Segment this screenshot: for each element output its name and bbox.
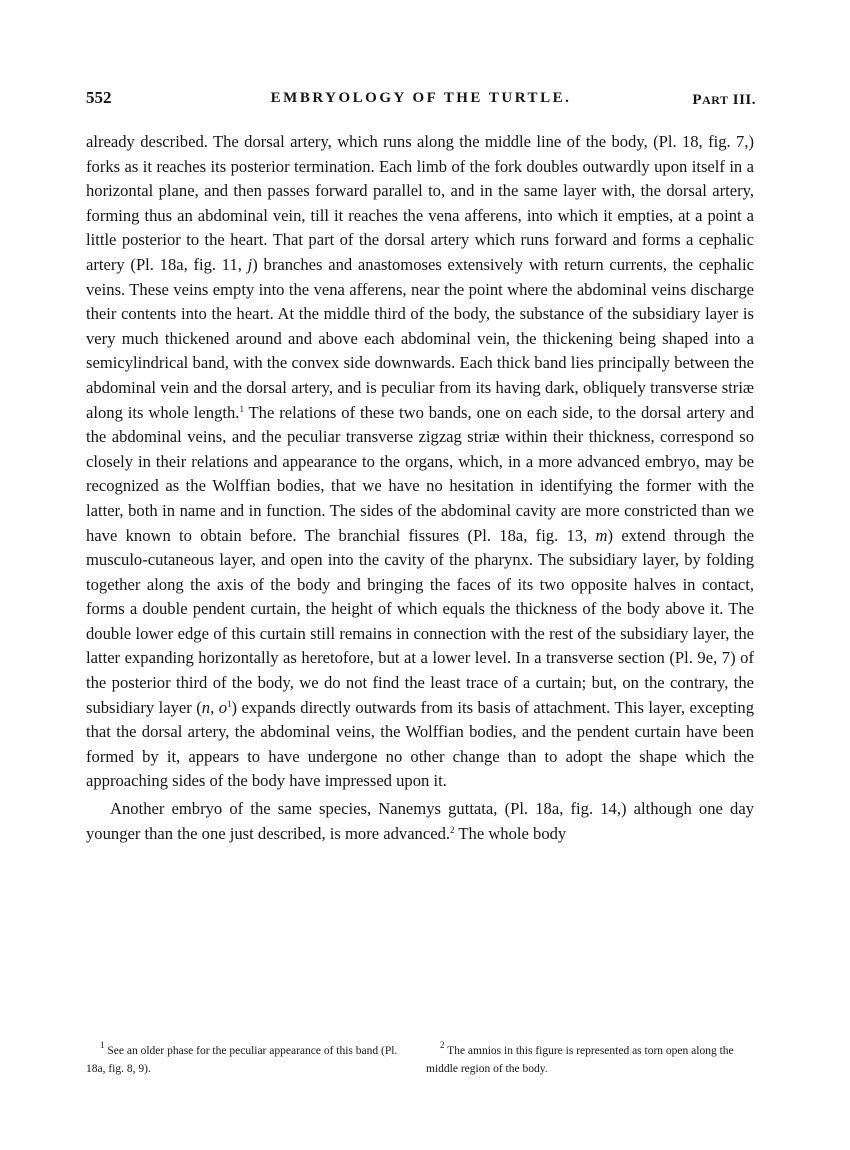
italic-text: n	[201, 697, 211, 717]
part-label-initial: P	[692, 92, 703, 108]
italic-text: o	[218, 697, 227, 717]
paragraph-text: Another embryo of the same species, Nanemys guttata, (Pl. 18a, fig. 14,) although one day younger than the one just described, is more advanced.	[86, 799, 754, 843]
footnote-text: See an older phase for the peculiar appearance of this band (Pl. 18a, fig. 8, 9).	[86, 1045, 398, 1075]
footnote-mark: 2	[440, 1040, 445, 1050]
footnote-text: The amnios in this figure is represented as torn open along the middle region of the body.	[426, 1045, 734, 1075]
paragraph-text: ) branches and anastomoses extensively with return currents, the cephalic veins. These veins empty into the vena afferens, near the point where the abdominal veins discharge their contents into the heart. At the middle third of the body, the substance of the subsidiary layer is very much thickened around and above each abdominal vein, the thickening being shaped into a semicylindrical band, with the convex side downwards. Each thick band lies principally between the abdominal vein and the dorsal artery, and is peculiar from its having dark, obliquely transverse striæ along its whole length.	[86, 254, 754, 422]
paragraph-text: already described. The dorsal artery, which runs along the middle line of the body, (Pl. 18, fig. 7,) forks as it reaches its posterior termination. Each limb of the fork doubles outwardly upon itself in a horizontal plane, and then passes forward parallel to, and in the same layer with, the dorsal artery, forming thus an abdominal vein, till it reaches the vena afferens, into which it empties, at a point a little posterior to the heart. That part of the dorsal artery which runs forward and forms a cephalic artery (Pl. 18a, fig. 11,	[86, 132, 754, 274]
part-label	[692, 92, 756, 109]
italic-text: j	[247, 254, 253, 274]
page-header	[86, 88, 756, 114]
paragraph	[86, 130, 754, 794]
paragraph-text: ,	[210, 697, 219, 717]
footnote-reference: 1	[239, 403, 244, 414]
body-text	[86, 130, 754, 846]
page-number: 552	[86, 88, 112, 107]
running-title: EMBRYOLOGY OF THE TURTLE.	[270, 90, 572, 106]
italic-text: m	[595, 525, 608, 545]
paragraph	[86, 797, 754, 846]
footnote-2	[426, 1042, 756, 1078]
footnote-mark: 1	[100, 1040, 105, 1050]
paragraph-text: ) extend through the musculo-cutaneous layer, and open into the cavity of the pharynx. The subsidiary layer, by folding together along the axis of the body and bringing the faces of its two opposite halves in contact, forms a double pendent curtain, the height of which equals the thickness of the body above it. The double lower edge of this curtain still remains in connection with the rest of the subsidiary layer, the latter expanding horizontally as heretofore, but at a lower level. In a transverse section (Pl. 9e, 7) of the posterior third of the body, we do not find the least trace of a curtain; but, on the contrary, the subsidiary layer (	[86, 525, 754, 717]
footnote-reference: 1	[226, 698, 232, 709]
paragraph-text: The whole body	[454, 823, 567, 843]
part-label-rest: ART	[702, 93, 729, 107]
footnote-reference: 2	[450, 824, 455, 835]
footnote-1	[86, 1042, 411, 1078]
paragraph-text: The relations of these two bands, one on each side, to the dorsal artery and the abdominal veins, and the peculiar transverse zigzag striæ within their thickness, correspond so closely in their relations and appearance to the organs, which, in a more advanced embryo, may be recognized as the Wolffian bodies, that we have no hesitation in identifying the former with the latter, both in name and in function. The sides of the abdominal cavity are more constricted than we have known to obtain before. The branchial fissures (Pl. 18a, fig. 13,	[86, 402, 754, 545]
paragraph-text: ) expands directly outwards from its basis of attachment. This layer, excepting that the dorsal artery, the abdominal veins, the Wolffian bodies, and the pendent curtain have been formed by it, appears to have undergone no other change than to adopt the shape which the approaching sides of the body have impressed upon it.	[86, 697, 754, 791]
part-numeral: III.	[732, 92, 756, 108]
